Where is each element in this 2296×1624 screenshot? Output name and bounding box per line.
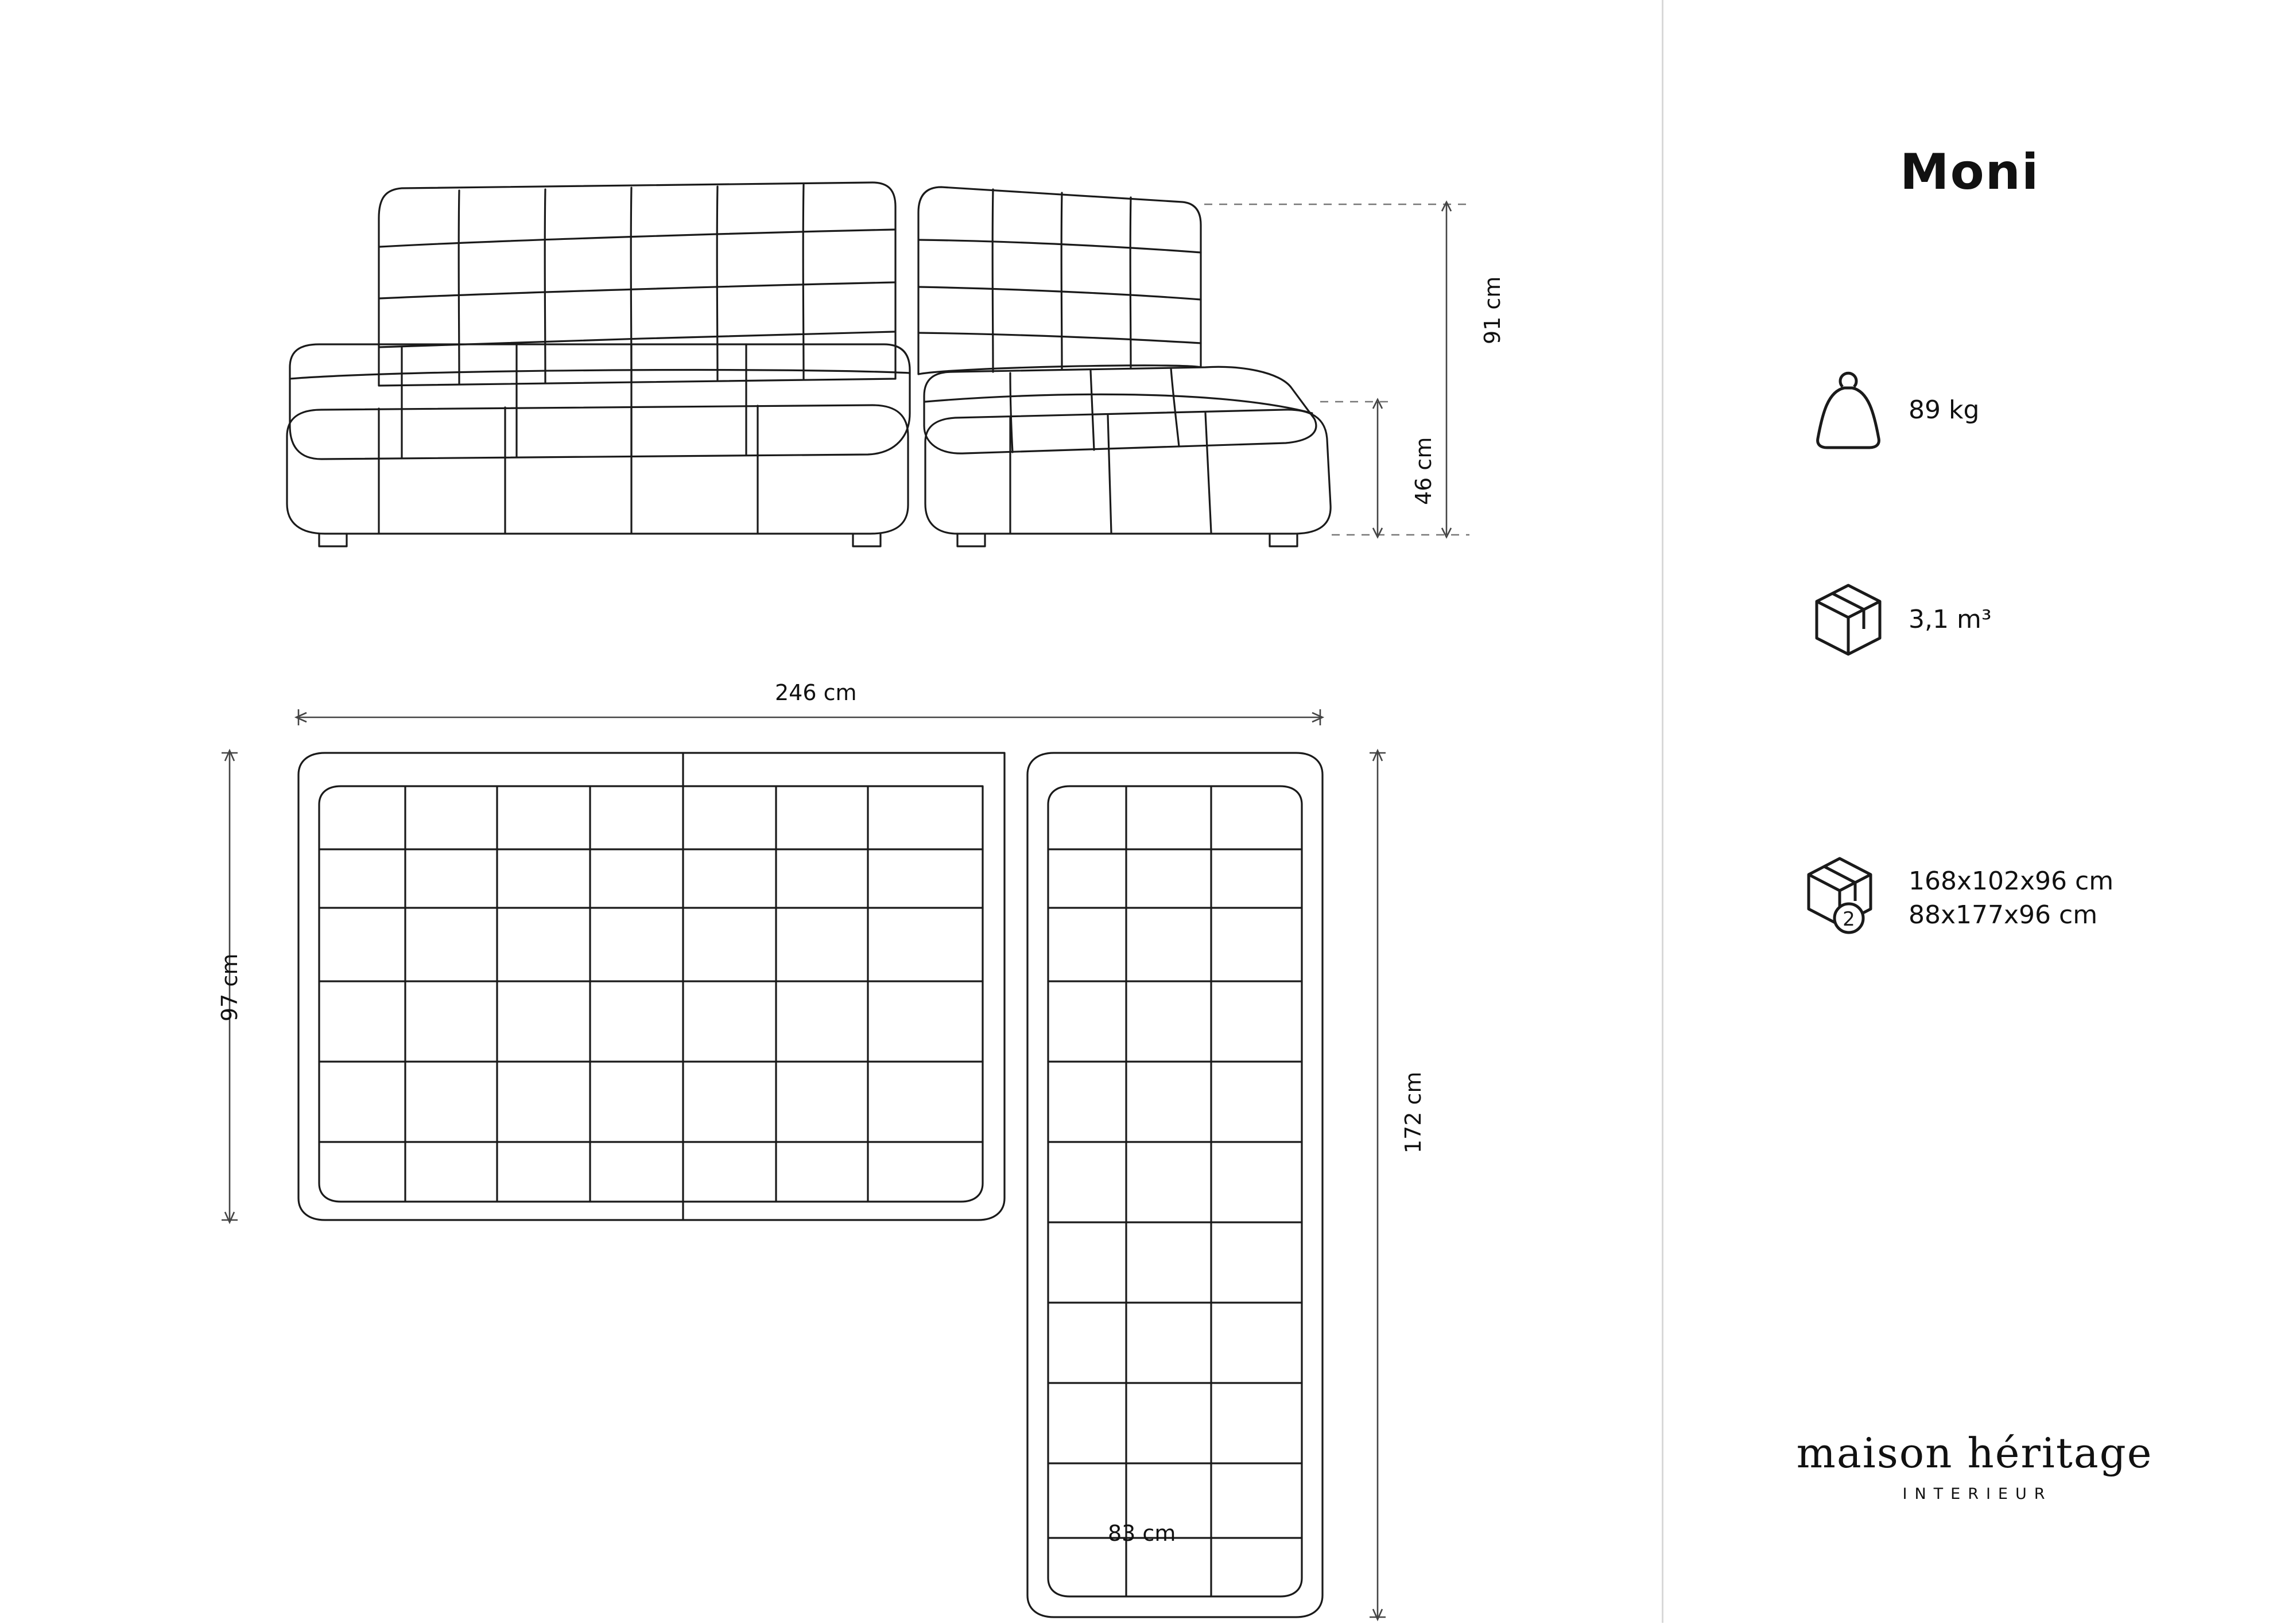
spec-packages-values (1909, 864, 2113, 933)
dimension-width-chaise: 83 cm (1108, 1521, 1176, 1546)
volume-box-icon (1788, 574, 1909, 666)
dimension-height-seat: 46 cm (1411, 437, 1436, 505)
spec-volume-value: 3,1 m³ (1909, 605, 1992, 635)
brand-logo (1756, 1429, 2193, 1503)
brand-subtitle: INTERIEUR (1902, 1485, 2053, 1503)
packages-icon (1788, 849, 1909, 947)
package-size-2: 88x177x96 cm (1909, 900, 2098, 930)
spec-packages (1788, 849, 2113, 947)
page-title: Moni (1900, 143, 2040, 201)
brand-name: maison héritage (1796, 1429, 2153, 1477)
weight-icon (1788, 367, 1909, 453)
package-size-1: 168x102x96 cm (1909, 866, 2114, 896)
front-perspective-view (0, 0, 1665, 746)
dimension-depth-total: 172 cm (1401, 1071, 1426, 1153)
dimension-width-total: 246 cm (775, 680, 857, 705)
dimension-height-total: 91 cm (1480, 276, 1505, 344)
dimension-depth-main: 97 cm (217, 953, 242, 1021)
spec-volume (1788, 574, 1991, 666)
package-count: 2 (1843, 908, 1855, 931)
spec-weight (1788, 367, 1979, 453)
spec-weight-value: 89 kg (1909, 395, 1980, 425)
